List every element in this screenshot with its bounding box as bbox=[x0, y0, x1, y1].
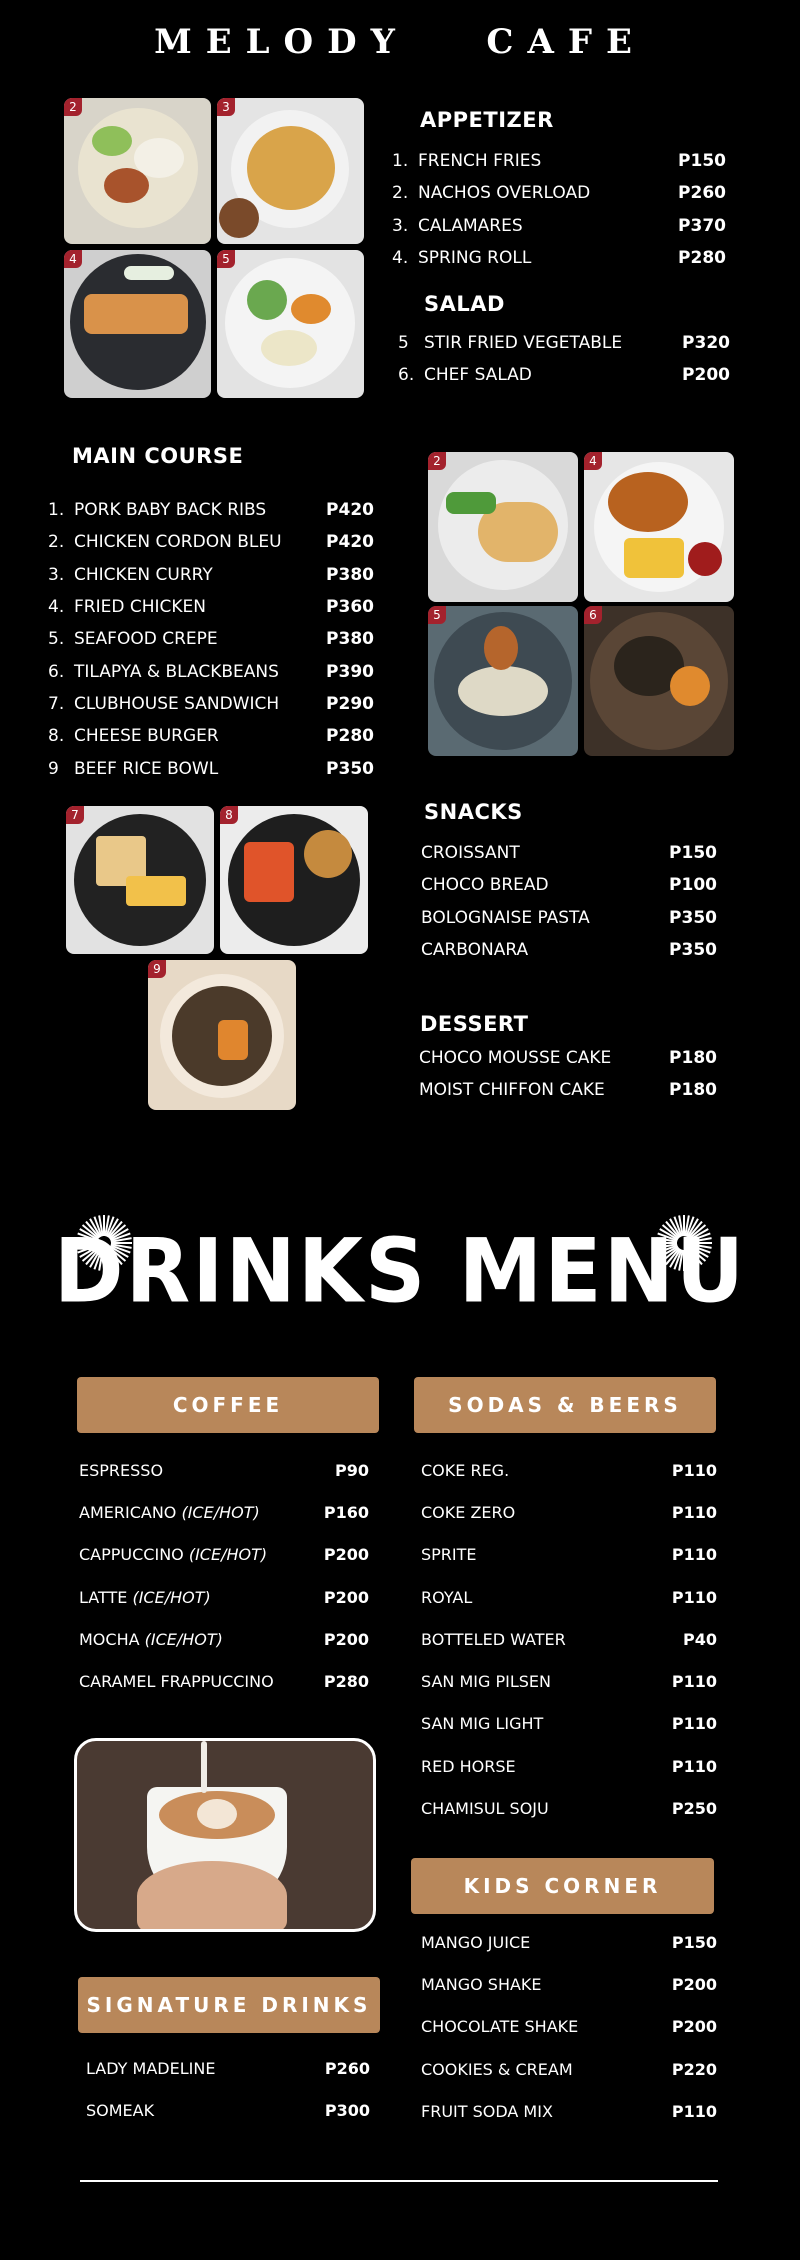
menu-item bbox=[421, 902, 717, 934]
item-number: 8. bbox=[48, 726, 65, 747]
item-price: P180 bbox=[669, 1048, 717, 1069]
photo-badge: 4 bbox=[64, 250, 82, 268]
item-name: CAPPUCCINO bbox=[79, 1545, 189, 1565]
item-price: P110 bbox=[671, 1460, 717, 1480]
menu-item bbox=[392, 145, 726, 177]
item-name: BEEF RICE BOWL bbox=[74, 758, 219, 779]
menu-item bbox=[392, 177, 726, 209]
cheese-burger-photo bbox=[220, 806, 368, 954]
item-price: P420 bbox=[326, 532, 374, 553]
item-number: 5 bbox=[398, 333, 409, 354]
coffee-heading: COFFEE bbox=[77, 1377, 379, 1433]
item-price: P250 bbox=[671, 1799, 717, 1819]
fried-chicken-photo bbox=[584, 452, 734, 602]
sodas-beers-list bbox=[421, 1449, 717, 1830]
menu-item bbox=[48, 526, 374, 558]
latte-art-photo bbox=[74, 1738, 376, 1932]
item-number: 7. bbox=[48, 693, 65, 714]
item-number: 1. bbox=[392, 151, 409, 172]
nachos-photo bbox=[64, 98, 211, 244]
item-name: COKE REG. bbox=[421, 1460, 510, 1480]
calamares-photo bbox=[217, 98, 364, 244]
item-name: CHOCO MOUSSE CAKE bbox=[419, 1048, 612, 1069]
drink-item bbox=[421, 2006, 717, 2048]
item-name: BOTTELED WATER bbox=[421, 1629, 566, 1649]
item-price: P200 bbox=[323, 1587, 369, 1607]
item-price: P150 bbox=[678, 151, 726, 172]
item-name: SOMEAK bbox=[86, 2100, 155, 2120]
item-name: RED HORSE bbox=[421, 1756, 516, 1776]
main-course-heading: MAIN COURSE bbox=[72, 444, 244, 468]
drink-item bbox=[421, 1618, 717, 1660]
item-number: 4. bbox=[48, 597, 65, 618]
item-price: P280 bbox=[323, 1672, 369, 1692]
item-price: P350 bbox=[669, 907, 717, 928]
dessert-list bbox=[419, 1042, 717, 1107]
photo-badge: 3 bbox=[217, 98, 235, 116]
drink-item bbox=[86, 2089, 370, 2131]
item-price: P260 bbox=[678, 183, 726, 204]
menu-item bbox=[48, 559, 374, 591]
item-price: P290 bbox=[326, 693, 374, 714]
drink-item bbox=[79, 1491, 369, 1533]
photo-badge: 8 bbox=[220, 806, 238, 824]
snacks-list bbox=[421, 837, 717, 966]
item-price: P260 bbox=[324, 2058, 370, 2078]
item-name: CHEESE BURGER bbox=[74, 726, 219, 747]
item-price: P280 bbox=[326, 726, 374, 747]
drink-item bbox=[79, 1660, 369, 1702]
drink-item bbox=[421, 2048, 717, 2090]
cordon-bleu-photo bbox=[428, 452, 578, 602]
item-note: (ICE/HOT) bbox=[144, 1629, 223, 1649]
photo-badge: 5 bbox=[217, 250, 235, 268]
photo-badge: 6 bbox=[584, 606, 602, 624]
item-price: P350 bbox=[326, 758, 374, 779]
item-price: P150 bbox=[669, 843, 717, 864]
item-name: CROISSANT bbox=[421, 843, 520, 864]
menu-item bbox=[48, 494, 374, 526]
snacks-heading: SNACKS bbox=[424, 800, 523, 824]
footer-divider bbox=[80, 2180, 718, 2182]
drink-item bbox=[86, 2047, 370, 2089]
item-number: 6. bbox=[398, 365, 415, 386]
tilapya-photo bbox=[584, 606, 734, 756]
menu-item bbox=[48, 591, 374, 623]
appetizer-list bbox=[392, 145, 726, 274]
drink-item bbox=[421, 1534, 717, 1576]
item-name: COOKIES & CREAM bbox=[421, 2059, 573, 2079]
drink-item bbox=[79, 1618, 369, 1660]
item-name: LATTE bbox=[79, 1587, 133, 1607]
stir-fried-vegetable-photo bbox=[217, 250, 364, 398]
item-name: TILAPYA & BLACKBEANS bbox=[74, 661, 279, 682]
menu-item bbox=[48, 720, 374, 752]
main-course-list bbox=[48, 494, 374, 785]
drink-item bbox=[79, 1576, 369, 1618]
dessert-heading: DESSERT bbox=[420, 1012, 529, 1036]
drinks-menu-title: DRINKS MENU bbox=[53, 1219, 747, 1323]
item-name: CHOCOLATE SHAKE bbox=[421, 2017, 579, 2037]
menu-item bbox=[48, 655, 374, 687]
seafood-crepe-photo bbox=[428, 606, 578, 756]
drink-item bbox=[79, 1534, 369, 1576]
item-name: CHOCO BREAD bbox=[421, 875, 549, 896]
item-price: P300 bbox=[324, 2100, 370, 2120]
photo-badge: 2 bbox=[64, 98, 82, 116]
item-price: P110 bbox=[671, 1672, 717, 1692]
item-price: P110 bbox=[671, 1502, 717, 1522]
menu-item bbox=[419, 1042, 717, 1074]
item-price: P100 bbox=[669, 875, 717, 896]
item-name: STIR FRIED VEGETABLE bbox=[424, 333, 623, 354]
cafe-title: MELODY CAFE bbox=[154, 22, 646, 62]
menu-item bbox=[421, 869, 717, 901]
item-number: 4. bbox=[392, 248, 409, 269]
item-note: (ICE/HOT) bbox=[181, 1502, 260, 1522]
item-price: P40 bbox=[683, 1629, 717, 1649]
item-name: SPRING ROLL bbox=[418, 248, 532, 269]
item-name: COKE ZERO bbox=[421, 1502, 516, 1522]
item-name: CALAMARES bbox=[418, 215, 523, 236]
item-price: P370 bbox=[678, 215, 726, 236]
drink-item bbox=[421, 1787, 717, 1829]
drink-item bbox=[421, 1660, 717, 1702]
item-name: ESPRESSO bbox=[79, 1460, 164, 1480]
item-number: 3. bbox=[48, 564, 65, 585]
kids-corner-heading: KIDS CORNER bbox=[411, 1858, 714, 1914]
drink-item bbox=[421, 1703, 717, 1745]
item-name: MOIST CHIFFON CAKE bbox=[419, 1080, 605, 1101]
item-price: P200 bbox=[682, 365, 730, 386]
item-price: P110 bbox=[671, 1714, 717, 1734]
menu-item bbox=[421, 934, 717, 966]
item-name: PORK BABY BACK RIBS bbox=[74, 500, 267, 521]
coffee-list bbox=[79, 1449, 369, 1703]
menu-item bbox=[421, 837, 717, 869]
photo-badge: 4 bbox=[584, 452, 602, 470]
spring-roll-photo bbox=[64, 250, 211, 398]
item-name: FRUIT SODA MIX bbox=[421, 2101, 553, 2121]
salad-list bbox=[398, 327, 730, 392]
beef-rice-bowl-photo bbox=[148, 960, 296, 1110]
item-name: FRENCH FRIES bbox=[418, 151, 542, 172]
item-price: P200 bbox=[323, 1545, 369, 1565]
item-name: CLUBHOUSE SANDWICH bbox=[74, 693, 280, 714]
menu-item bbox=[398, 359, 730, 391]
salad-heading: SALAD bbox=[424, 292, 505, 316]
item-price: P200 bbox=[671, 2017, 717, 2037]
signature-drinks-heading: SIGNATURE DRINKS bbox=[78, 1977, 380, 2033]
item-number: 2. bbox=[392, 183, 409, 204]
item-price: P150 bbox=[671, 1932, 717, 1952]
item-price: P320 bbox=[682, 333, 730, 354]
item-name: MANGO SHAKE bbox=[421, 1974, 542, 1994]
item-name: AMERICANO bbox=[79, 1502, 182, 1522]
item-number: 2. bbox=[48, 532, 65, 553]
item-number: 3. bbox=[392, 215, 409, 236]
menu-item bbox=[48, 688, 374, 720]
item-number: 9 bbox=[48, 758, 59, 779]
photo-badge: 9 bbox=[148, 960, 166, 978]
item-price: P360 bbox=[326, 597, 374, 618]
drink-item bbox=[421, 2090, 717, 2132]
item-price: P110 bbox=[671, 1587, 717, 1607]
item-price: P160 bbox=[323, 1502, 369, 1522]
menu-item bbox=[392, 242, 726, 274]
drink-item bbox=[421, 1963, 717, 2005]
item-name: BOLOGNAISE PASTA bbox=[421, 907, 590, 928]
menu-item bbox=[48, 623, 374, 655]
item-name: CARAMEL FRAPPUCCINO bbox=[79, 1672, 274, 1692]
signature-drinks-list bbox=[86, 2047, 370, 2132]
drink-item bbox=[79, 1449, 369, 1491]
item-number: 5. bbox=[48, 629, 65, 650]
item-price: P110 bbox=[671, 2101, 717, 2121]
item-price: P110 bbox=[671, 1756, 717, 1776]
item-price: P180 bbox=[669, 1080, 717, 1101]
drink-item bbox=[421, 1745, 717, 1787]
item-name: MANGO JUICE bbox=[421, 1932, 531, 1952]
item-price: P90 bbox=[335, 1460, 369, 1480]
item-number: 1. bbox=[48, 500, 65, 521]
photo-badge: 5 bbox=[428, 606, 446, 624]
item-number: 6. bbox=[48, 661, 65, 682]
item-price: P380 bbox=[326, 629, 374, 650]
item-price: P350 bbox=[669, 940, 717, 961]
drink-item bbox=[421, 1491, 717, 1533]
item-price: P200 bbox=[671, 1974, 717, 1994]
kids-corner-list bbox=[421, 1921, 717, 2132]
item-price: P110 bbox=[671, 1545, 717, 1565]
photo-badge: 2 bbox=[428, 452, 446, 470]
item-name: MOCHA bbox=[79, 1629, 145, 1649]
item-price: P280 bbox=[678, 248, 726, 269]
drink-item bbox=[421, 1921, 717, 1963]
menu-item bbox=[419, 1074, 717, 1106]
menu-item bbox=[392, 210, 726, 242]
item-name: CHICKEN CORDON BLEU bbox=[74, 532, 282, 553]
item-name: SPRITE bbox=[421, 1545, 477, 1565]
appetizer-heading: APPETIZER bbox=[420, 108, 554, 132]
drink-item bbox=[421, 1576, 717, 1618]
item-name: SEAFOOD CREPE bbox=[74, 629, 218, 650]
drink-item bbox=[421, 1449, 717, 1491]
item-price: P200 bbox=[323, 1629, 369, 1649]
item-price: P420 bbox=[326, 500, 374, 521]
item-note: (ICE/HOT) bbox=[188, 1545, 268, 1565]
item-name: NACHOS OVERLOAD bbox=[418, 183, 591, 204]
item-name: CHICKEN CURRY bbox=[74, 564, 213, 585]
item-price: P380 bbox=[326, 564, 374, 585]
item-name: CHAMISUL SOJU bbox=[421, 1799, 549, 1819]
item-price: P390 bbox=[326, 661, 374, 682]
menu-item bbox=[48, 752, 374, 784]
photo-badge: 7 bbox=[66, 806, 84, 824]
item-name: CARBONARA bbox=[421, 940, 529, 961]
item-name: LADY MADELINE bbox=[86, 2058, 216, 2078]
item-name: SAN MIG LIGHT bbox=[421, 1714, 544, 1734]
item-note: (ICE/HOT) bbox=[132, 1587, 211, 1607]
item-name: CHEF SALAD bbox=[424, 365, 532, 386]
item-name: ROYAL bbox=[421, 1587, 473, 1607]
menu-item bbox=[398, 327, 730, 359]
item-price: P220 bbox=[671, 2059, 717, 2079]
item-name: FRIED CHICKEN bbox=[74, 597, 206, 618]
item-name: SAN MIG PILSEN bbox=[421, 1672, 551, 1692]
clubhouse-sandwich-photo bbox=[66, 806, 214, 954]
sodas-beers-heading: SODAS & BEERS bbox=[414, 1377, 716, 1433]
